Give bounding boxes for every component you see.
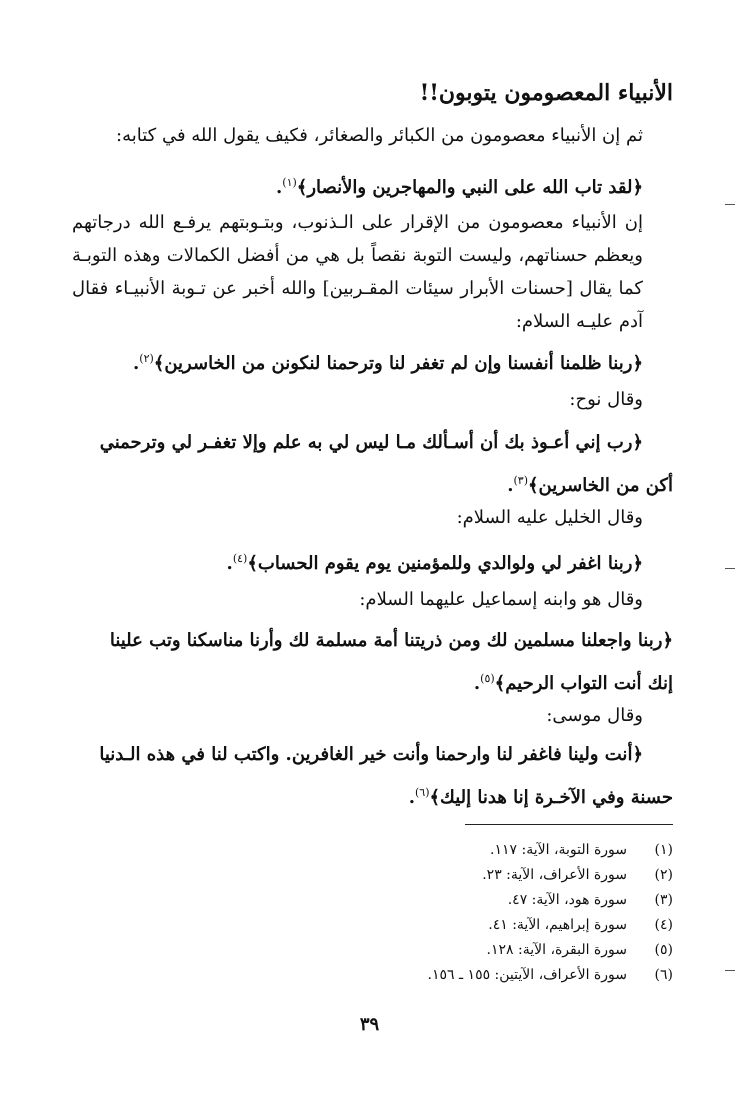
footnote-item — [313, 938, 673, 963]
verse-ibrahim: ﴿ربنا اغفر لي ولوالدي وللمؤمنين يوم يقوم الحساب﴾$^{(٤)}$. — [226, 552, 643, 574]
scan-edge-mark — [725, 568, 735, 569]
verse-musa-text-2: حسنة وفي الآخـرة إنا هدنا إليك﴾ — [429, 787, 673, 808]
footnote-ref-6: (٦) — [414, 786, 430, 799]
footnote-text: سورة هود، الآية: ٤٧. — [507, 892, 627, 908]
scan-edge-mark — [725, 204, 735, 205]
explanation-paragraph — [72, 206, 673, 338]
khalil-intro: وقال الخليل عليه السلام: — [456, 507, 643, 528]
footnote-item — [313, 838, 673, 863]
musa-intro-block — [72, 698, 673, 734]
footnote-text: سورة إبراهيم، الآية: ٤١. — [488, 917, 627, 933]
page-number: ٣٩ — [359, 1014, 380, 1035]
intro-paragraph — [72, 118, 673, 154]
verse-baqarah-line-2: إنك أنت التواب الرحيم﴾$^{(٥)}$. — [473, 672, 673, 694]
verse-nuh-line-1: ﴿رب إني أعـوذ بك أن أسـألك مـا ليس لي به علم وإلا تغفـر لي وترحمني — [99, 432, 643, 453]
khalil-intro-block — [72, 500, 673, 536]
verse-ibrahim-text: ﴿ربنا اغفر لي ولوالدي وللمؤمنين يوم يقوم الحساب﴾ — [247, 553, 643, 574]
verse-nuh-line-2: أكن من الخاسرين﴾$^{(٣)}$. — [507, 474, 673, 496]
verse-nuh-block — [72, 424, 673, 505]
section-title: الأنبياء المعصومون يتوبون!! — [419, 80, 673, 106]
footnote-text: سورة الأعراف، الآيتين: ١٥٥ ـ ١٥٦. — [427, 967, 627, 983]
footnote-ref-2: (٢) — [139, 352, 154, 365]
footnote-ref-5: (٥) — [480, 672, 495, 685]
verse-adam: ﴿ربنا ظلمنا أنفسنا وإن لم تغفر لنا وترحمنا لنكونن من الخاسرين﴾$^{(٢)}$. — [133, 352, 643, 374]
verse-nuh-text-2: أكن من الخاسرين﴾ — [527, 475, 673, 496]
verse-adam-text: ﴿ربنا ظلمنا أنفسنا وإن لم تغفر لنا وترحمنا لنكونن من الخاسرين﴾ — [153, 353, 643, 374]
footnote-text: سورة التوبة، الآية: ١١٧. — [490, 842, 627, 858]
ismail-intro: وقال هو وابنه إسماعيل عليهما السلام: — [359, 589, 643, 610]
footnote-text: سورة البقرة، الآية: ١٢٨. — [486, 942, 627, 958]
intro-text: ثم إن الأنبياء معصومون من الكبائر والصغائر، فكيف يقول الله في كتابه: — [116, 125, 643, 146]
scan-edge-mark — [725, 970, 735, 971]
footnote-item — [313, 963, 673, 988]
footnote-ref-3: (٣) — [513, 474, 528, 487]
footnote-ref-4: (٤) — [232, 552, 248, 565]
footnote-number: (٦) — [654, 967, 673, 983]
verse-musa-block — [72, 736, 673, 817]
ismail-intro-block — [72, 582, 673, 618]
verse-baqarah-text-2: إنك أنت التواب الرحيم﴾ — [494, 673, 673, 694]
nuh-intro-block — [72, 382, 673, 418]
footnote-item — [313, 888, 673, 913]
musa-intro: وقال موسى: — [546, 705, 643, 726]
nuh-intro: وقال نوح: — [569, 389, 643, 410]
footnote-text: سورة الأعراف، الآية: ٢٣. — [482, 867, 627, 883]
footnote-ref-1: (١) — [282, 176, 297, 189]
footnote-number: (٢) — [654, 867, 673, 883]
verse-ibrahim-block — [72, 540, 673, 583]
footnotes — [313, 838, 673, 988]
verse-musa-line-1: ﴿أنت ولينا فاغفر لنا وارحمنا وأنت خير الغافرين. واكتب لنا في هذه الـدنيا — [99, 744, 643, 765]
footnote-separator — [465, 824, 673, 825]
verse-musa-line-2: حسنة وفي الآخـرة إنا هدنا إليك﴾$^{(٦)}$. — [408, 786, 673, 808]
verse-adam-block — [72, 340, 673, 383]
verse-tawbah-block — [72, 164, 673, 207]
footnote-number: (١) — [654, 842, 673, 858]
verse-baqarah-line-1: ﴿ربنا واجعلنا مسلمين لك ومن ذريتنا أمة مسلمة لك وأرنا مناسكنا وتب علينا — [109, 630, 673, 651]
footnote-number: (٣) — [654, 892, 673, 908]
footnote-item — [313, 913, 673, 938]
verse-baqarah-block — [72, 622, 673, 703]
footnote-number: (٤) — [654, 917, 673, 933]
verse-tawbah: ﴿لقد تاب الله على النبي والمهاجرين والأنصار﴾$^{(١)}$. — [275, 176, 643, 198]
footnote-item — [313, 863, 673, 888]
footnote-number: (٥) — [654, 942, 673, 958]
verse-tawbah-text: ﴿لقد تاب الله على النبي والمهاجرين والأنصار﴾ — [296, 177, 643, 198]
explanation-text: إن الأنبياء معصومون من الإقرار على الـذنوب، وبتـوبتهم يرفـع الله درجاتهم ويعظم حسناتهم، وليست التوبة نقصاً بل هي من أفضل الكمالات وهذه التوبـة كما يقال [حسنات الأبرار سيئات المقـربين] والله أخبر عن تـوبة الأنبيـاء فقال آدم عليـه السلام: — [72, 212, 643, 332]
